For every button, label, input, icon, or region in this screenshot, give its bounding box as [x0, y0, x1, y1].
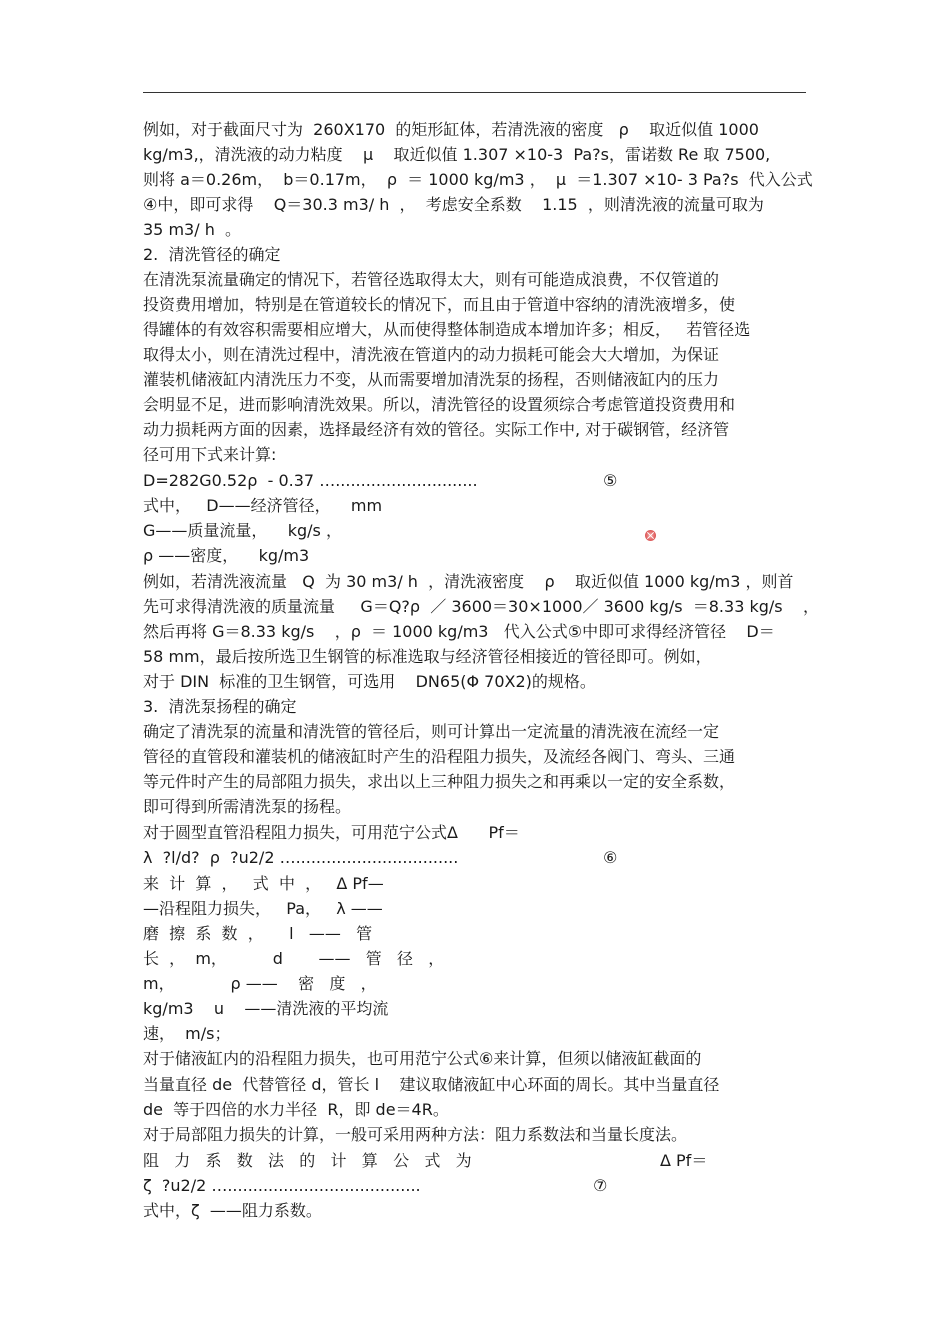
formula-fragment: Δ Pf＝	[660, 1151, 708, 1170]
text-line: kg/m3,，清洗液的动力粘度 μ 取近似值 1.307 ×10-3 Pa?s，雷诺数 Re 取 7500,	[143, 145, 771, 164]
text-line: de 等于四倍的水力半径 R，即 de＝4R。	[143, 1100, 449, 1119]
error-mark-icon	[645, 530, 656, 541]
text-line: 动力损耗两方面的因素，选择最经济有效的管径。实际工作中, 对于碳钢管，经济管	[143, 420, 730, 439]
text-line: 例如，若清洗液流量 Q 为 30 m3/ h ，清洗液密度 ρ 取近似值 1000 kg/m3 ，则首	[143, 572, 794, 591]
text-line: 速， m/s；	[143, 1024, 231, 1043]
text-line: G——质量流量， kg/s ，	[143, 521, 342, 540]
text-line: D=282G0.52ρ - 0.37 …............................	[143, 471, 478, 490]
text-line: 在清洗泵流量确定的情况下，若管径选取得太大，则有可能造成浪费，不仅管道的	[143, 270, 720, 289]
equation-number: ⑤	[603, 471, 618, 490]
text-line: 对于 DIN 标准的卫生钢管，可选用 DN65(Φ 70X2)的规格。	[143, 672, 596, 691]
text-line: 会明显不足，进而影响清洗效果。所以，清洗管径的设置须综合考虑管道投资费用和	[143, 395, 736, 414]
text-line: 确定了清洗泵的流量和清洗管的管径后，则可计算出一定流量的清洗液在流经一定	[143, 722, 720, 741]
text-line: 等元件时产生的局部阻力损失，求出以上三种阻力损失之和再乘以一定的安全系数，	[143, 772, 736, 791]
text-line: 投资费用增加，特别是在管道较长的情况下，而且由于管道中容纳的清洗液增多，使	[143, 295, 736, 314]
text-line: 3. 清洗泵扬程的确定	[143, 697, 297, 716]
text-line: 先可求得清洗液的质量流量 G＝Q?ρ ／ 3600＝30×1000／ 3600 kg/s ＝8.33 kg/s ，	[143, 597, 819, 616]
text-line: m， ρ —— 密 度 ，	[143, 974, 377, 993]
text-line: 径可用下式来计算:	[143, 445, 277, 464]
text-line: ④中，即可求得 Q＝30.3 m3/ h ， 考虑安全系数 1.15 ，则清洗液的流量可取为	[143, 195, 764, 214]
text-line: 得罐体的有效容积需要相应增大，从而使得整体制造成本增加许多；相反， 若管径选	[143, 320, 751, 339]
text-line: 2. 清洗管径的确定	[143, 245, 281, 264]
text-line: ζ ?u2/2 …......................................	[143, 1176, 421, 1195]
text-line: 58 mm，最后按所选卫生钢管的标准选取与经济管径相接近的管径即可。例如，	[143, 647, 712, 666]
text-line: —沿程阻力损失， Pa， λ ——	[143, 899, 383, 918]
top-rule	[143, 92, 806, 93]
equation-number: ⑥	[603, 848, 618, 867]
text-line: λ ?l/d? ρ ?u2/2 …................................	[143, 848, 459, 867]
text-line: 则将 a＝0.26m， b＝0.17m， ρ ＝ 1000 kg/m3 ， μ ＝1.307 ×10- 3 Pa?s 代入公式	[143, 170, 813, 189]
text-line: 对于储液缸内的沿程阻力损失，也可用范宁公式⑥来计算，但须以储液缸截面的	[143, 1049, 702, 1068]
text-line: 式中， D——经济管径， mm	[143, 496, 383, 515]
text-line: 对于局部阻力损失的计算，一般可采用两种方法：阻力系数法和当量长度法。	[143, 1125, 688, 1144]
text-line: 灌装机储液缸内清洗压力不变，从而需要增加清洗泵的扬程，否则储液缸内的压力	[143, 370, 720, 389]
text-line: 阻 力 系 数 法 的 计 算 公 式 为	[143, 1151, 472, 1170]
text-line: 对于圆型直管沿程阻力损失，可用范宁公式Δ Pf＝	[143, 823, 520, 842]
text-line: 当量直径 de 代替管径 d，管长 l 建议取储液缸中心环面的周长。其中当量直径	[143, 1075, 720, 1094]
text-line: 例如，对于截面尺寸为 260X170 的矩形缸体，若清洗液的密度 ρ 取近似值 1000	[143, 120, 759, 139]
text-line: ρ ——密度， kg/m3	[143, 546, 310, 565]
text-line: 然后再将 G＝8.33 kg/s ，ρ ＝ 1000 kg/m3 代入公式⑤中即可求得经济管径 D＝	[143, 622, 775, 641]
text-line: 来 计 算 ， 式 中 ， Δ Pf—	[143, 874, 384, 893]
text-line: 长 ， m， d —— 管 径 ，	[143, 949, 445, 968]
text-line: 式中，ζ ——阻力系数。	[143, 1201, 322, 1220]
equation-number: ⑦	[593, 1176, 608, 1195]
text-line: 即可得到所需清洗泵的扬程。	[143, 797, 352, 816]
text-line: 管径的直管段和灌装机的储液缸时产生的沿程阻力损失，及流经各阀门、弯头、三通	[143, 747, 736, 766]
text-line: 35 m3/ h 。	[143, 220, 242, 239]
text-line: 取得太小，则在清洗过程中，清洗液在管道内的动力损耗可能会大大增加，为保证	[143, 345, 720, 364]
text-line: 磨 擦 系 数 ， l —— 管	[143, 924, 373, 943]
text-line: kg/m3 u ——清洗液的平均流	[143, 999, 389, 1018]
